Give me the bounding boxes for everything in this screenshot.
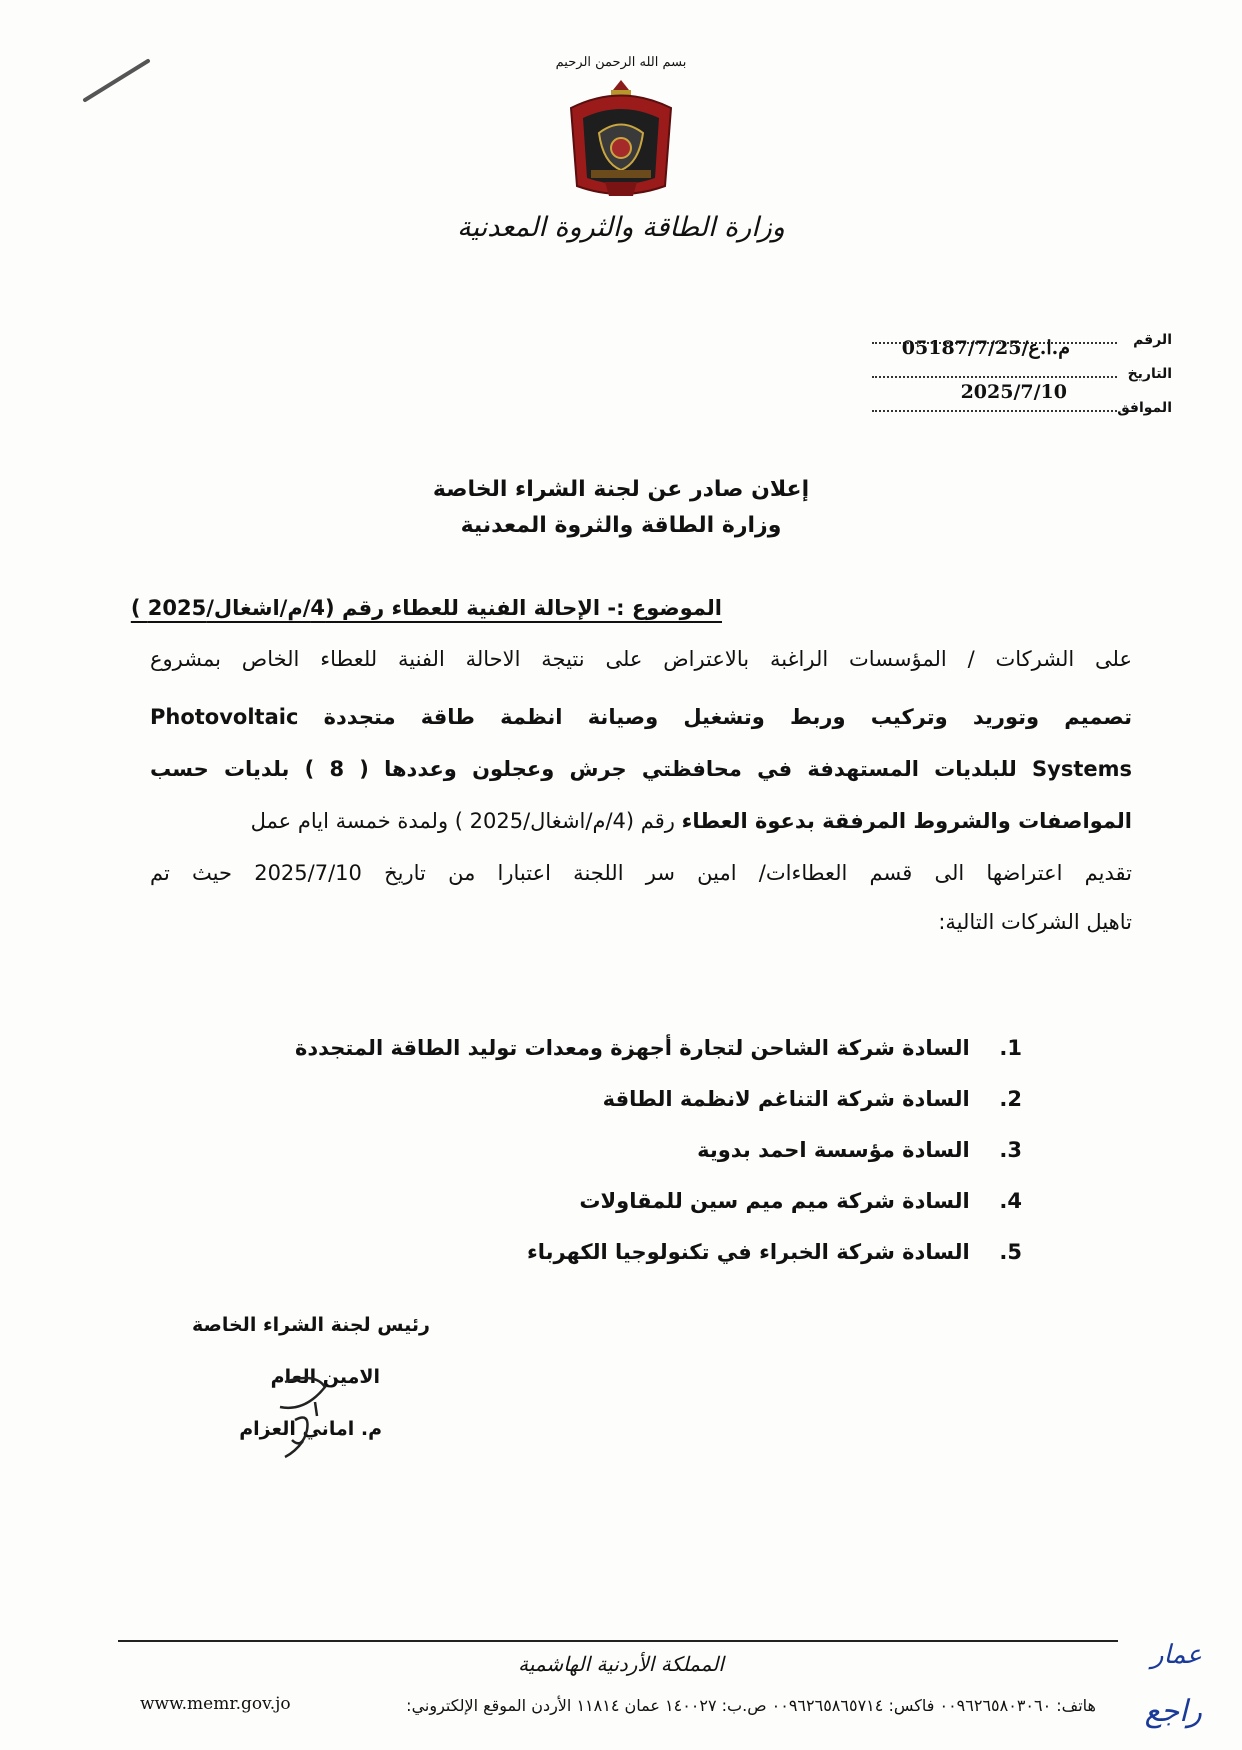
company-name: السادة شركة التناغم لانظمة الطاقة [602,1087,970,1111]
body-line-4-bold: المواصفات والشروط المرفقة بدعوة العطاء [681,809,1132,833]
signature-role: الامين العام [270,1366,380,1388]
body-line-4 [150,809,1132,833]
body-line-1: على الشركات / المؤسسات الراغبة بالاعتراض على نتيجة الاحالة الفنية للعطاء الخاص بمشروع [150,647,1132,671]
body-line-5: تقديم اعتراضها الى قسم العطاءات/ امين سر اللجنة اعتبارا من تاريخ 2025/7/10 حيث تم [150,861,1132,885]
company-name: السادة مؤسسة احمد بدوية [697,1138,970,1162]
list-number: 2. [999,1087,1022,1111]
footer-kingdom-text: المملكة الأردنية الهاشمية [518,1652,724,1676]
list-item [202,1234,1022,1285]
list-item [202,1132,1022,1183]
list-number: 4. [999,1189,1022,1213]
ref-corresponding-row [872,386,1172,416]
list-number: 5. [999,1240,1022,1264]
dotted-line [872,410,1117,412]
signature-title: رئيس لجنة الشراء الخاصة [191,1314,430,1336]
footer-divider [118,1640,1118,1642]
royal-coat-of-arms-emblem [561,78,681,206]
body-line-4-rest: رقم (4/م/اشغال/2025 ) ولمدة خمسة ايام عمل [250,809,675,833]
body-line-3: Systems للبلديات المستهدفة في محافظتي جرش وعجلون وعددها ( 8 ) بلديات حسب [150,757,1132,781]
list-number: 1. [999,1036,1022,1060]
list-item [202,1183,1022,1234]
dotted-line [872,376,1117,378]
footer-website-link[interactable]: www.memr.gov.jo [140,1694,291,1714]
margin-note-2: راجع [1144,1694,1202,1729]
ref-number-value: م.ا.ع/05187/7/25 [901,337,1070,359]
handwritten-signature [255,1372,365,1472]
ref-date-row [872,352,1172,382]
ref-date-label: التاريخ [1127,366,1172,382]
basmala: بسم الله الرحمن الرحيم [555,55,687,70]
list-item [202,1030,1022,1081]
ref-number-label: الرقم [1133,332,1172,348]
announcement-line-1: إعلان صادر عن لجنة الشراء الخاصة [432,477,810,502]
footer-contact-info: هاتف: ٠٠٩٦٢٦٥٨٠٣٠٦٠ فاكس: ٠٠٩٦٢٦٥٨٦٥٧١٤ ص.ب: ١٤٠٠٢٧ عمان ١١٨١٤ الأردن الموقع الإلكتروني: [406,1696,1096,1715]
ref-date-value: 2025/7/10 [960,381,1067,403]
announcement-line-2: وزارة الطاقة والثروة المعدنية [460,513,782,538]
ref-corresponding-label: الموافق [1117,400,1172,416]
body-line-2: تصميم وتوريد وتركيب وربط وتشغيل وصيانة انظمة طاقة متجددة Photovoltaic [150,705,1132,729]
list-item [202,1081,1022,1132]
company-name: السادة شركة الشاحن لتجارة أجهزة ومعدات توليد الطاقة المتجددة [294,1036,970,1060]
company-name: السادة شركة ميم ميم سين للمقاولات [579,1189,970,1213]
company-name: السادة شركة الخبراء في تكنولوجيا الكهرباء [526,1240,970,1264]
list-number: 3. [999,1138,1022,1162]
subject-line: الموضوع :- الإحالة الفنية للعطاء رقم (4/م/اشغال/2025 ) [130,596,722,620]
announcement-heading [0,472,1242,544]
ministry-logo-text: وزارة الطاقة والثروة المعدنية [457,212,785,243]
body-line-6: تاهيل الشركات التالية: [938,910,1132,934]
margin-note-1: عمار [1150,1640,1202,1670]
qualified-companies-list [202,1030,1022,1285]
signature-name: م. اماني العزام [239,1418,382,1440]
